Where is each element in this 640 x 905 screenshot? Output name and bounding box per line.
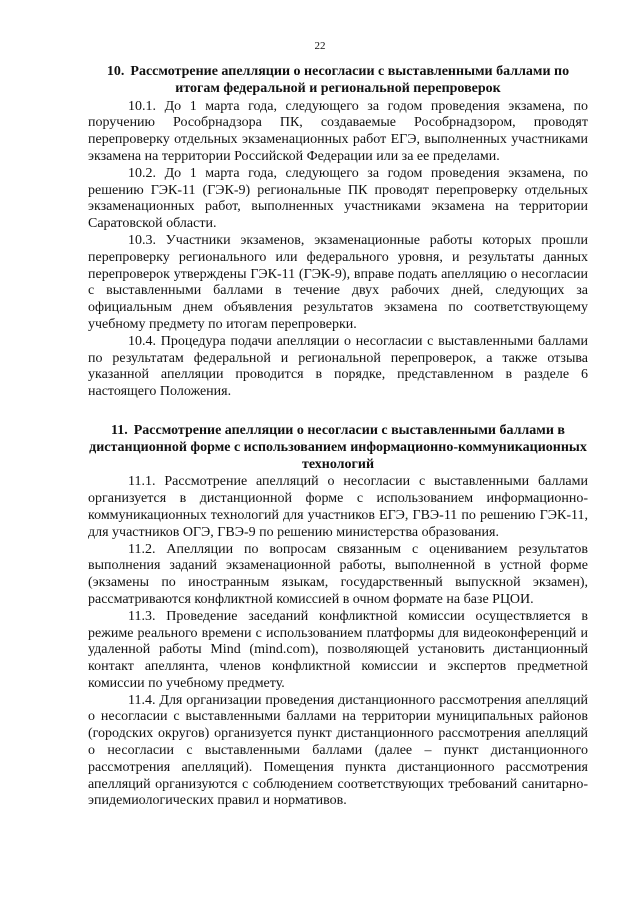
document-body — [88, 64, 588, 832]
section-title: Рассмотрение апелляции о несогласии с выставленными баллами по итогам федеральной и региональной перепроверок — [130, 64, 570, 96]
paragraph-10-2: 10.2. До 1 марта года, следующего за годом проведения экзамена, по решению ГЭК-11 (ГЭК-9) региональные ПК проводят перепроверку отдельных экзаменационных работ, выполненных участниками экзамена на территории Саратовской области. — [88, 165, 588, 232]
paragraph-11-1: 11.1. Рассмотрение апелляций о несогласии с выставленными баллами организуется в дистанционной форме с использованием информационно-коммуникационных технологий для участников ЕГЭ, ГВЭ-11 по решению ГЭК-11, для участников ОГЭ, ГВЭ-9 по решению министерства образования. — [88, 474, 588, 540]
section-number: 11. — [111, 422, 128, 438]
paragraph-11-3: 11.3. Проведение заседаний конфликтной комиссии осуществляется в режиме реального времени с использованием платформы для видеоконференций и удаленной работы Mind (mind.com), позволяющей установить дистанционный контакт апеллянта, членов конфликтной комиссии и экспертов предметной комиссии по учебному предмету. — [88, 608, 588, 691]
paragraph-11-2: 11.2. Апелляции по вопросам связанным с оцениванием результатов выполнения заданий экзаменационной работы, выполненной в устной форме (экзамены по иностранным языкам, государственный выпускной экзамен), рассматриваются конфликтной комиссией в очном формате на базе РЦОИ. — [88, 541, 588, 607]
section-heading — [88, 64, 588, 98]
section-heading — [88, 423, 588, 473]
paragraph-11-4: 11.4. Для организации проведения дистанционного рассмотрения апелляций о несогласии с выставленными баллами на территории муниципальных районов (городских округов) организуется пункт дистанционного рассмотрения апелляций о несогласии с выставленными баллами (далее – пункт дистанционного рассмотрения апелляций). Помещения пункта дистанционного рассмотрения апелляций организуются с соблюдением соответствующих требований санитарно-эпидемиологических правил и нормативов. — [88, 692, 588, 809]
paragraph-10-3: 10.3. Участники экзаменов, экзаменационные работы которых прошли перепроверку регионального или федерального уровня, и результаты данных перепроверок утверждены ГЭК-11 (ГЭК-9), вправе подать апелляцию о несогласии с выставленными баллами в течение двух рабочих дней, следующих за официальным днем объявления результатов экзамена по соответствующему учебному предмету по итогам перепроверки. — [88, 232, 588, 332]
section-11 — [88, 423, 588, 810]
paragraph-10-1: 10.1. До 1 марта года, следующего за годом проведения экзамена, по поручению Рособрнадзора ПК, создаваемые Рособрнадзором, проводят перепроверку отдельных экзаменационных работ ЕГЭ, выполненных участниками экзамена на территории Российской Федерации или за ее пределами. — [88, 98, 588, 164]
page-number: 22 — [314, 40, 326, 52]
paragraph-10-4: 10.4. Процедура подачи апелляции о несогласии с выставленными баллами по результатам федеральной и региональной перепроверок, а также отзыва указанной апелляции проводится в порядке, представленном в разделе 6 настоящего Положения. — [88, 333, 588, 400]
section-number: 10. — [106, 64, 125, 79]
section-title: Рассмотрение апелляции о несогласии с выставленными баллами в дистанционной форме с использованием информационно-коммуникационных технологий — [89, 422, 587, 472]
section-10 — [88, 64, 588, 401]
